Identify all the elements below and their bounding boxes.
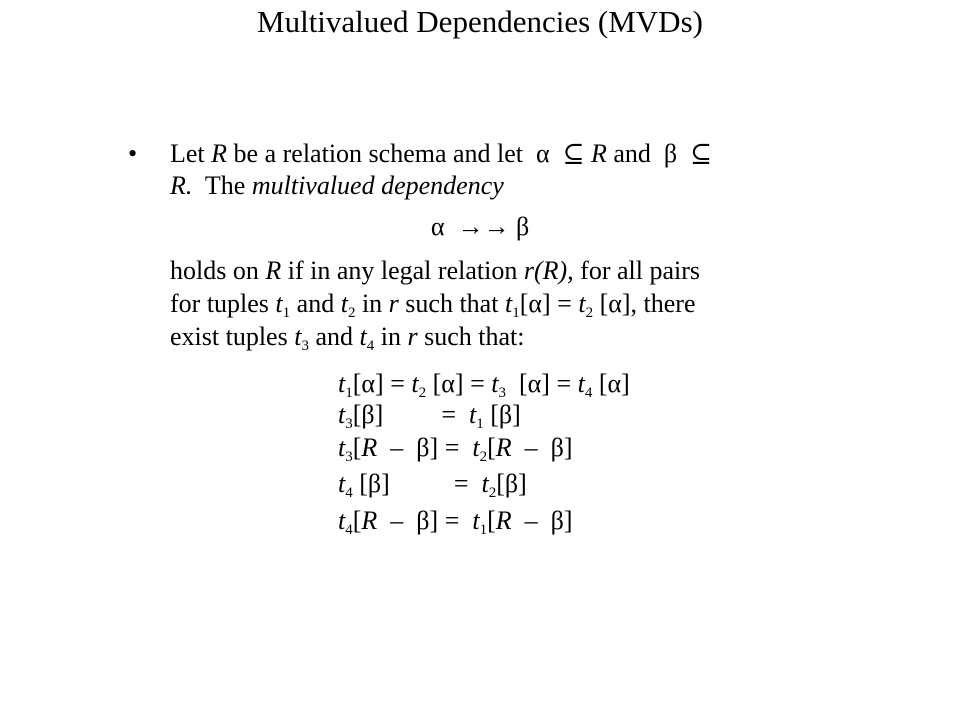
equation-2: $t_3[\beta] = t_1$ [β] bbox=[338, 400, 521, 432]
mvd-notation: α →→ β bbox=[430, 212, 530, 241]
condition-line-3: exist tuples $t_3$ and $t_4$ in r such that: bbox=[170, 322, 525, 354]
equation-4: $t_4$ $[\beta] = t_2[\beta]$ bbox=[338, 469, 527, 501]
definition-line-1: Let R be a relation schema and let α ⊆ R and β ⊆ bbox=[170, 139, 712, 168]
definition-line-2: R. The multivalued dependency bbox=[170, 171, 504, 200]
equation-3: $t_3[R - \beta] = t_2[R - \beta]$ bbox=[338, 433, 573, 465]
equation-5: $t_4[R - \beta] = t_1[R - \beta]$ bbox=[338, 506, 573, 538]
condition-line-2: for tuples $t_1$ and $t_2$ in r such that $t_1[\alpha] = t_2$ [α], there bbox=[170, 289, 696, 321]
condition-line-1: holds on R if in any legal relation r(R), for all pairs bbox=[170, 256, 700, 285]
slide-title: Multivalued Dependencies (MVDs) bbox=[257, 4, 703, 39]
bullet-icon: • bbox=[128, 139, 138, 168]
equation-1: $t_1[\alpha] = t_2$ $[\alpha] = t_3$ $[\alpha] = t_4$ [α] bbox=[338, 369, 630, 401]
